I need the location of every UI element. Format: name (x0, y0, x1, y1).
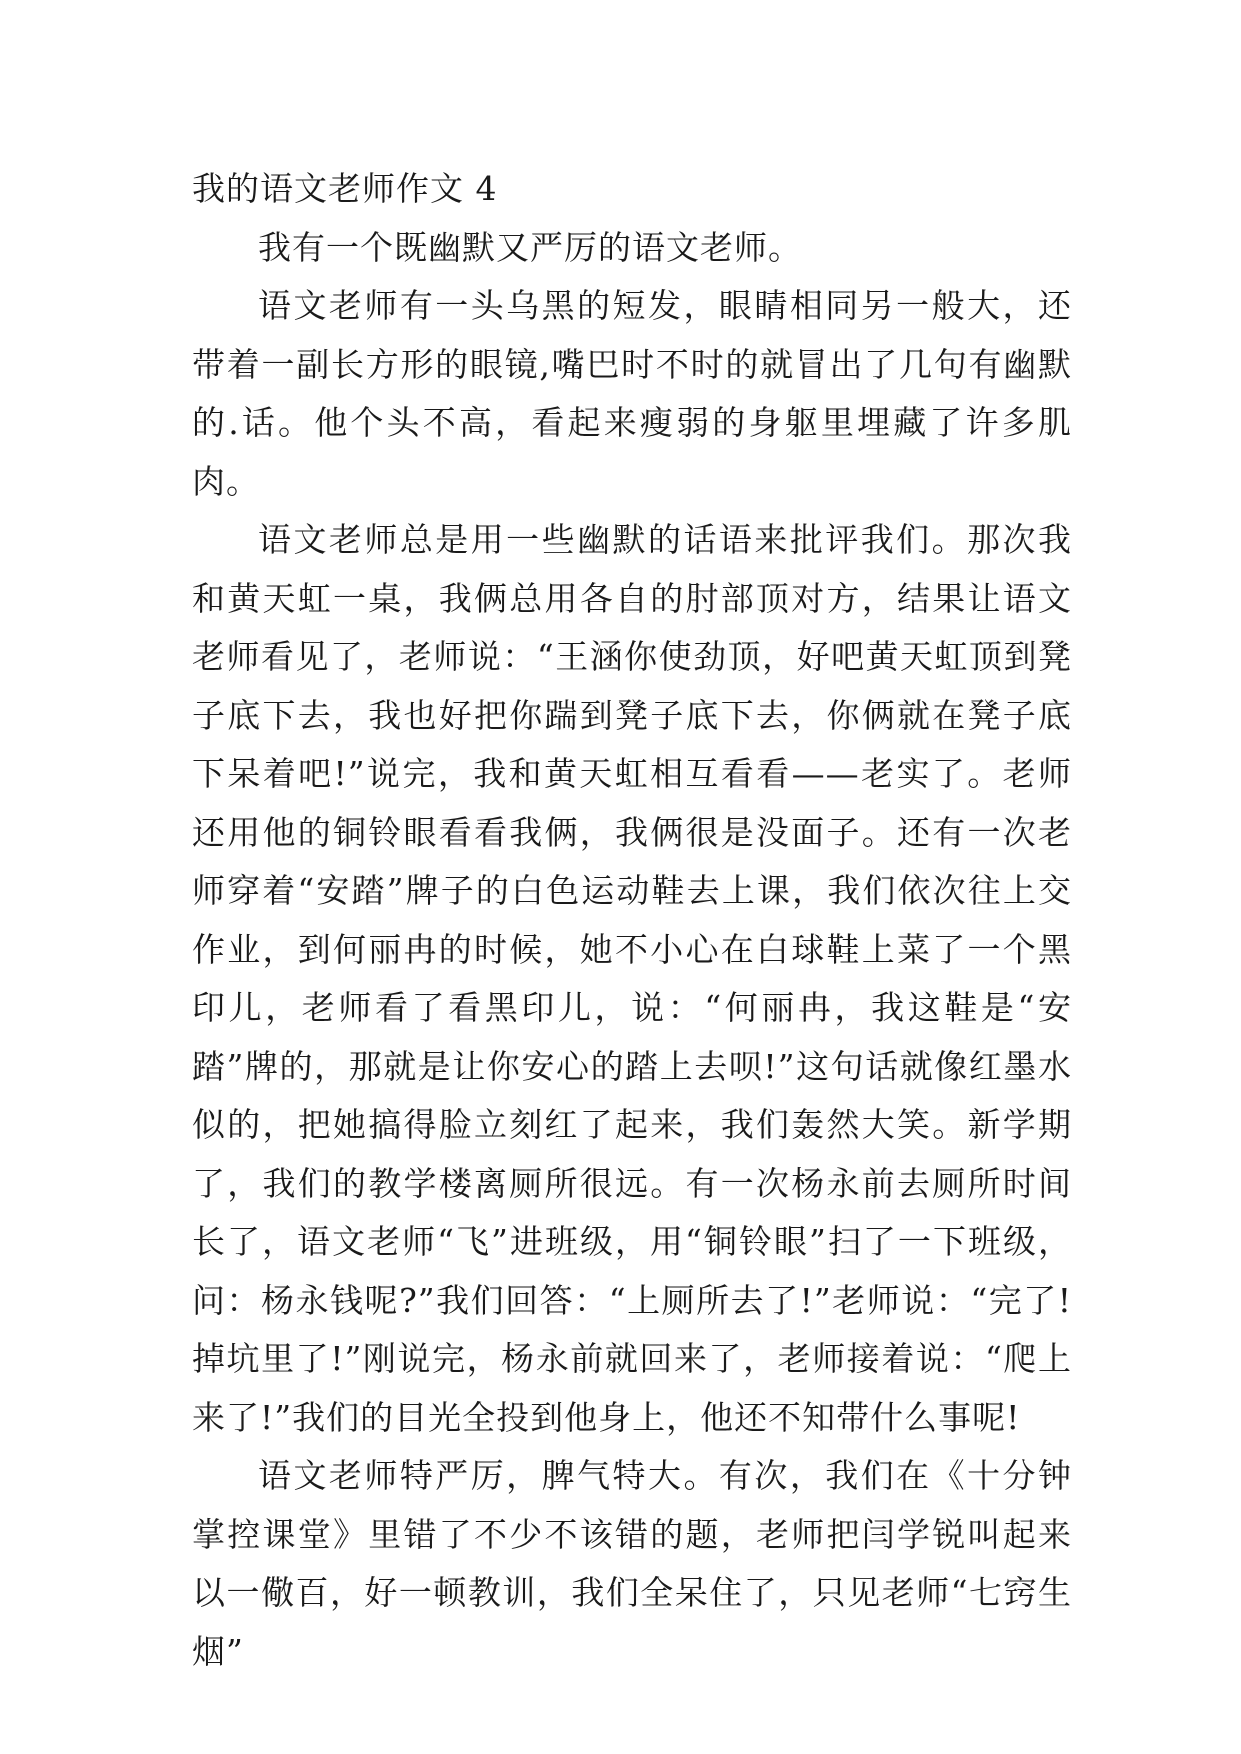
paragraph-3: 语文老师总是用一些幽默的话语来批评我们。那次我和黄天虹一桌，我俩总用各自的肘部顶对方，结果让语文老师看见了，老师说：“王涵你使劲顶，好吧黄天虹顶到凳子底下去，我也好把你踹到凳子底下去，你俩就在凳子底下呆着吧!”说完，我和黄天虹相互看看——老实了。老师还用他的铜铃眼看看我俩，我俩很是没面子。还有一次老师穿着“安踏”牌子的白色运动鞋去上课，我们依次往上交作业，到何丽冉的时候，她不小心在白球鞋上菜了一个黑印儿，老师看了看黑印儿，说：“何丽冉，我这鞋是“安踏”牌的，那就是让你安心的踏上去呗!”这句话就像红墨水似的，把她搞得脸立刻红了起来，我们轰然大笑。新学期了，我们的教学楼离厕所很远。有一次杨永前去厕所时间长了，语文老师“飞”进班级，用“铜铃眼”扫了一下班级，问：杨永钱呢?”我们回答：“上厕所去了!”老师说：“完了!掉坑里了!”刚说完，杨永前就回来了，老师接着说：“爬上来了!”我们的目光全投到他身上，他还不知带什么事呢! (192, 520, 1072, 1437)
document-title: 我的语文老师作文 4 (192, 169, 498, 208)
document-body (192, 160, 1072, 1681)
paragraph-1: 我有一个既幽默又严厉的语文老师。 (258, 227, 802, 267)
paragraph-2: 语文老师有一头乌黑的短发，眼睛相同另一般大，还带着一副长方形的眼镜,嘴巴时不时的就冒出了几句有幽默的.话。他个头不高，看起来瘦弱的身躯里埋藏了许多肌肉。 (192, 286, 1072, 501)
paragraph-4: 语文老师特严厉，脾气特大。有次，我们在《十分钟掌控课堂》里错了不少不该错的题，老师把闫学锐叫起来以一儆百，好一顿教训，我们全呆住了，只见老师“七窍生烟” (192, 1456, 1072, 1671)
